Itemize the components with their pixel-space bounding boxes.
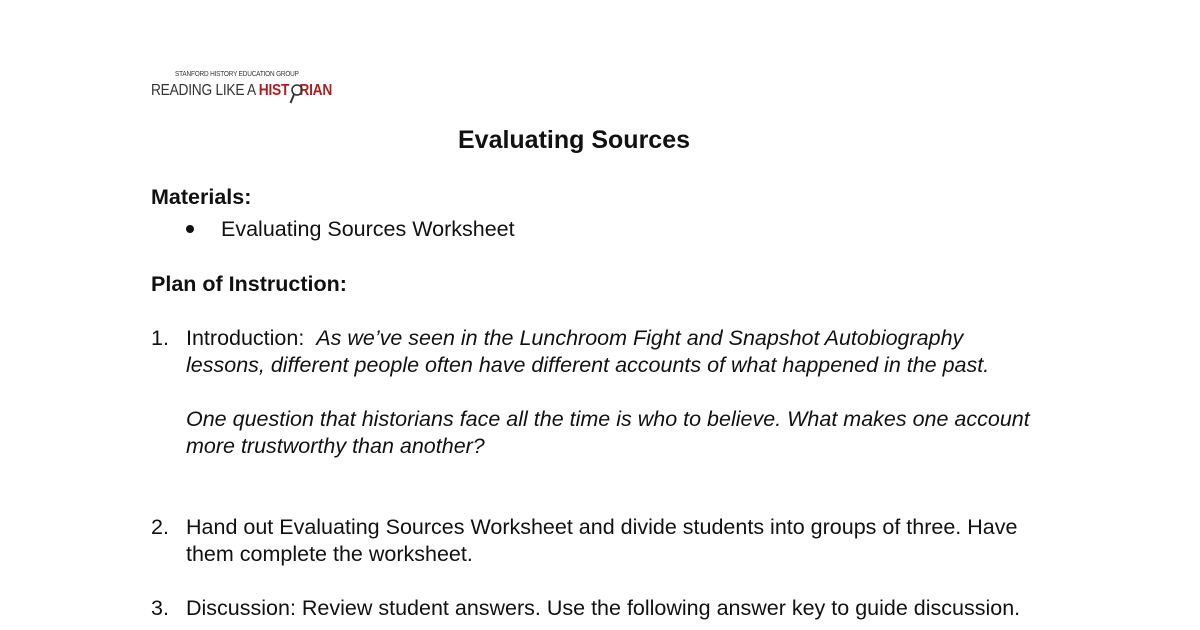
bullet-icon [186,225,194,233]
step-body: Hand out Evaluating Sources Worksheet and divide students into groups of three. Have them complete the worksheet. [186,515,1018,566]
materials-item-label: Evaluating Sources Worksheet [221,217,515,241]
logo [151,70,351,106]
document-title: Evaluating Sources [457,126,691,154]
logo-org-name: STANFORD HISTORY EDUCATION GROUP [175,71,299,78]
logo-wordmark-prefix: READING LIKE A [151,82,259,99]
step-body [186,325,1031,460]
materials-list [186,216,515,242]
list-item [186,216,515,242]
instruction-step-3 [151,595,1031,622]
step-number: 3. [151,596,169,620]
logo-wordmark-accent-start: HIST [258,82,290,99]
magnifying-glass-icon [289,83,303,105]
step-italic-paragraph-2: One question that historians face all the time is who to believe. What makes one account more trustworthy than another? [186,407,1030,458]
logo-wordmark [151,82,332,100]
step-number: 1. [151,326,169,350]
step-body: Discussion: Review student answers. Use the following answer key to guide discussion. [186,596,1021,620]
instruction-step-1 [151,325,1031,460]
plan-heading: Plan of Instruction: [151,272,347,296]
step-italic-paragraph-1: As we’ve seen in the Lunchroom Fight and Snapshot Autobiography lessons, different people often have different accounts of what happened in the past. [186,326,990,377]
logo-wordmark-accent-end: RIAN [299,82,333,99]
step-lead: Introduction: [186,326,317,350]
materials-heading: Materials: [151,185,252,209]
step-number: 2. [151,515,169,539]
paragraph-spacer [186,379,1031,406]
instruction-step-2 [151,514,1031,568]
